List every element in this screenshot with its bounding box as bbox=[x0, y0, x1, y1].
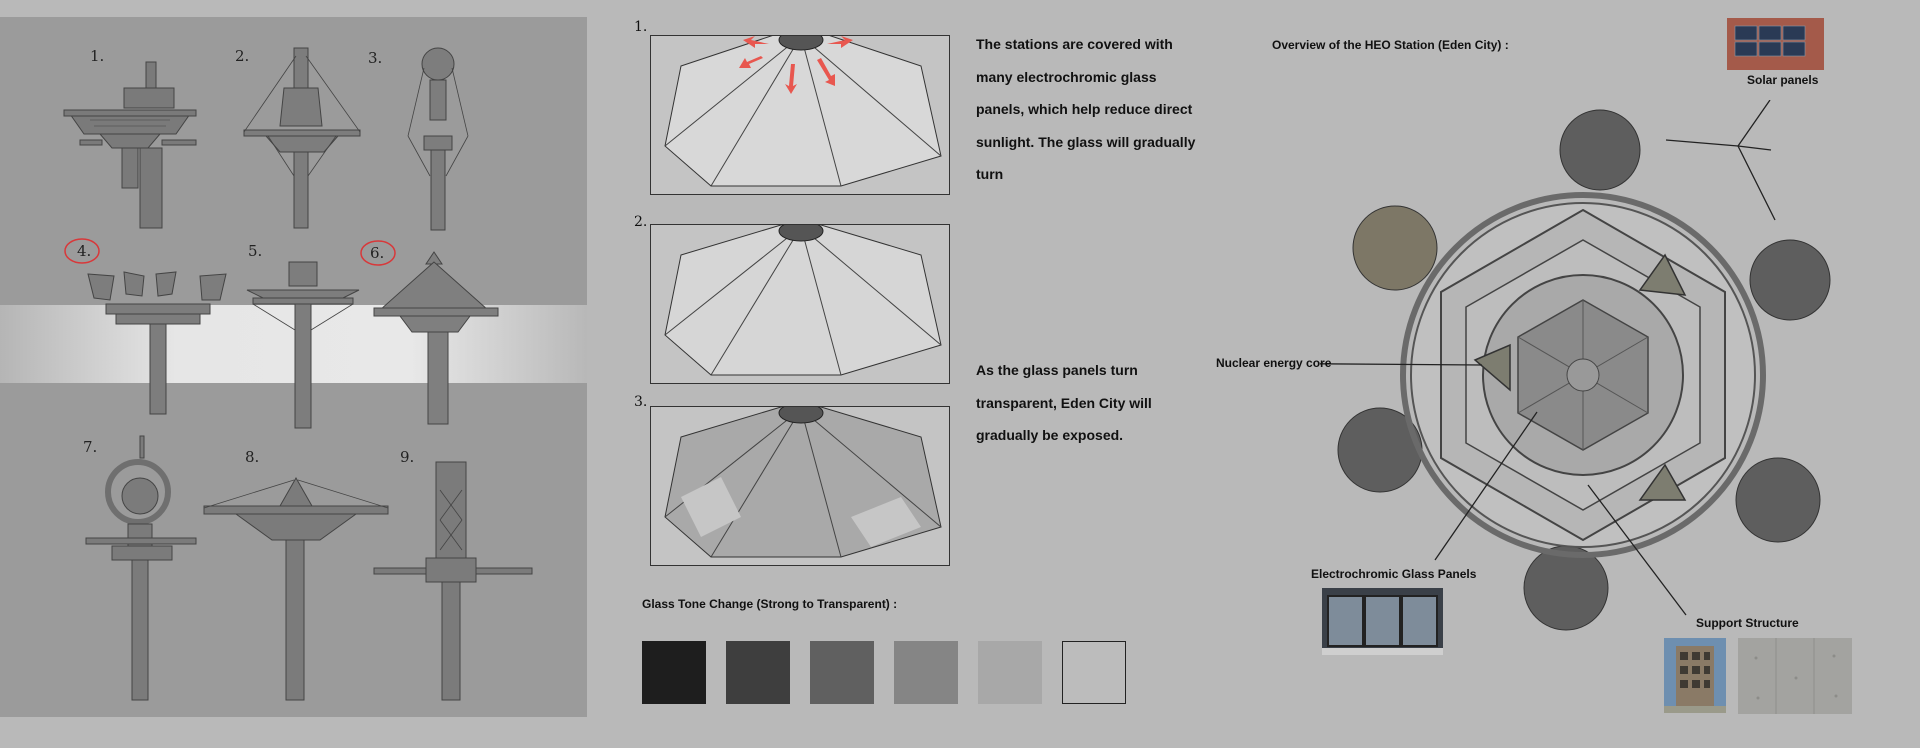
station-sketch-3 bbox=[400, 46, 480, 232]
glass-stage-frame-3 bbox=[650, 406, 950, 566]
brutalist-building-photo bbox=[1664, 638, 1726, 713]
tone-swatch-2 bbox=[726, 641, 790, 704]
frame-number-1: 1. bbox=[634, 19, 648, 35]
glass-tone-title: Glass Tone Change (Strong to Transparent) : bbox=[642, 597, 898, 611]
label-nuclear-core: Nuclear energy core bbox=[1216, 356, 1332, 370]
tone-swatch-4 bbox=[894, 641, 958, 704]
station-sketch-5 bbox=[243, 260, 363, 430]
highlight-circle-4 bbox=[62, 236, 102, 266]
station-sketch-9 bbox=[370, 460, 536, 702]
hexagonal-dome-medium bbox=[651, 225, 949, 383]
hexagonal-dome-transparent bbox=[651, 407, 949, 565]
sketch-number-3: 3. bbox=[368, 49, 383, 67]
sketch-number-1: 1. bbox=[90, 47, 105, 65]
station-sketch-6 bbox=[370, 250, 500, 426]
heo-station-top-view bbox=[1320, 100, 1840, 640]
tone-swatch-5 bbox=[978, 641, 1042, 704]
tone-swatch-6 bbox=[1062, 641, 1126, 704]
overview-title: Overview of the HEO Station (Eden City) : bbox=[1272, 38, 1509, 52]
station-sketch-8 bbox=[200, 470, 390, 702]
station-sketch-1 bbox=[60, 58, 200, 230]
solar-panel-photo bbox=[1727, 18, 1824, 70]
frame-number-3: 3. bbox=[634, 394, 648, 410]
glass-stage-frame-1 bbox=[650, 35, 950, 195]
sketch-number-7: 7. bbox=[83, 438, 98, 456]
sketch-number-9: 9. bbox=[400, 448, 415, 466]
description-transparent: As the glass panels turn transparent, Eden City will gradually be exposed. bbox=[976, 362, 1152, 443]
concrete-texture-photo bbox=[1738, 638, 1852, 714]
station-sketch-7 bbox=[82, 434, 202, 702]
station-sketch-2 bbox=[238, 46, 368, 230]
label-solar-panels: Solar panels bbox=[1747, 73, 1819, 87]
frame-number-2: 2. bbox=[634, 214, 648, 230]
sketch-number-4: 4. bbox=[77, 242, 92, 260]
description-darken: The stations are covered with many electrochromic glass panels, which help reduce direct sunlight. The glass will gradually turn bbox=[976, 36, 1196, 182]
label-support-structure: Support Structure bbox=[1696, 616, 1799, 630]
hexagonal-dome-strong bbox=[651, 36, 949, 194]
sketch-number-6: 6. bbox=[370, 244, 385, 262]
tone-swatch-3 bbox=[810, 641, 874, 704]
station-sketch-4 bbox=[84, 270, 234, 416]
tone-swatch-1 bbox=[642, 641, 706, 704]
sketch-number-5: 5. bbox=[248, 242, 263, 260]
sketch-number-2: 2. bbox=[235, 47, 250, 65]
sketch-number-8: 8. bbox=[245, 448, 260, 466]
glass-stage-frame-2 bbox=[650, 224, 950, 384]
glass-panels-photo bbox=[1322, 588, 1443, 655]
label-electrochromic-glass: Electrochromic Glass Panels bbox=[1311, 567, 1477, 581]
